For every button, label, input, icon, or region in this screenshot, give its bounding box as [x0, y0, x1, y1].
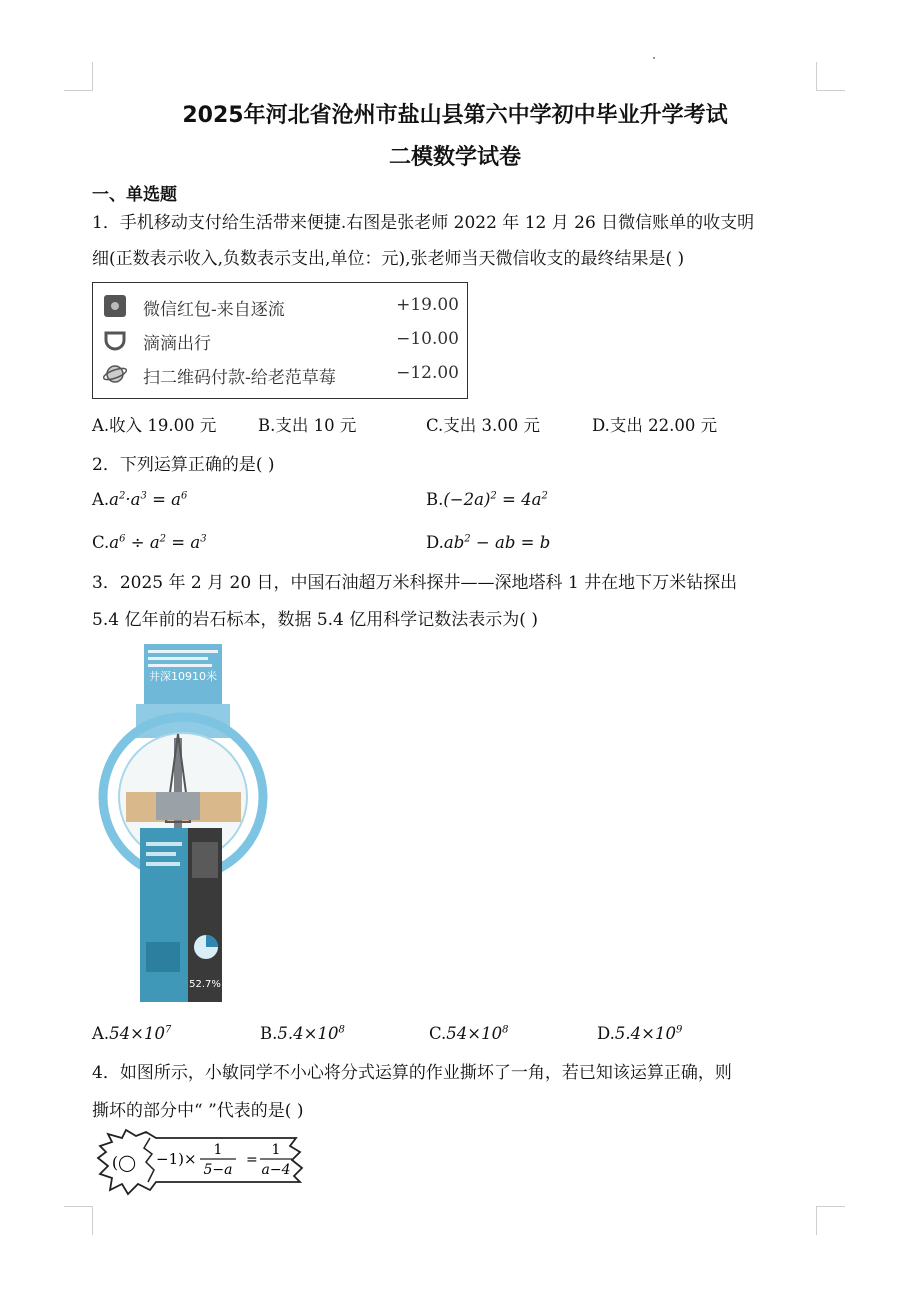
q2-option-c-label: C.: [92, 533, 110, 552]
page-title: 2025年河北省沧州市盐山县第六中学初中毕业升学考试: [182, 103, 728, 128]
planet-icon: [103, 362, 127, 386]
crop-mark-bottom-left: [64, 1206, 93, 1235]
page-dot: [653, 57, 655, 59]
q3-option-d-label: D.: [597, 1024, 615, 1043]
q3-stem-line1: 3．2025 年 2 月 20 日，中国石油超万米科探井——深地塔科 1 井在地下万米钻探出: [92, 573, 738, 593]
q4-stem-line1: 4．如图所示，小敏同学不小心将分式运算的作业撕坏了一角，若已知该运算正确，则: [92, 1063, 732, 1083]
q4-stem-line2: 撕坏的部分中“ ”代表的是( ): [92, 1101, 304, 1121]
q1-stem-line2: 细(正数表示收入,负数表示支出,单位：元),张老师当天微信收支的最终结果是( ): [92, 249, 685, 269]
q3-option-a[interactable]: [92, 1024, 171, 1043]
q3-option-c[interactable]: [429, 1024, 509, 1043]
q1-option-c[interactable]: C.支出 3.00 元: [426, 416, 541, 435]
q2-option-b-formula: $(-2a)^2 = 4a^2$: [443, 490, 548, 509]
bill-item-name: 微信红包-来自逐流: [143, 300, 285, 320]
well-depth-label: 井深10910米: [149, 670, 217, 683]
bill-row: [101, 325, 459, 355]
q3-stem-line2: 5.4 亿年前的岩石标本，数据 5.4 亿用科学记数法表示为( ): [92, 610, 538, 630]
q1-option-d[interactable]: D.支出 22.00 元: [592, 416, 718, 435]
q3-option-d-value: $5.4\times 10^9$: [614, 1024, 683, 1043]
svg-text:a−4: a−4: [261, 1162, 291, 1178]
q3-option-b-label: B.: [260, 1024, 278, 1043]
crop-mark-top-left: [64, 62, 93, 91]
bill-row: [101, 291, 459, 321]
svg-text:1: 1: [271, 1142, 281, 1158]
drilling-well-infographic: [96, 642, 271, 1004]
q2-option-b-label: B.: [426, 490, 444, 509]
q2-option-a-label: A.: [92, 490, 110, 509]
q3-option-a-value: $54\times 10^7$: [109, 1024, 172, 1043]
q2-option-d-label: D.: [426, 533, 444, 552]
bill-item-amount: −12.00: [396, 363, 459, 383]
page-subtitle: 二模数学试卷: [388, 145, 521, 170]
q2-option-a[interactable]: [92, 490, 187, 509]
q3-option-d[interactable]: [597, 1024, 682, 1043]
q1-option-a[interactable]: A.收入 19.00 元: [92, 416, 217, 435]
svg-text:=: =: [246, 1152, 258, 1168]
wechat-bill-figure: [92, 282, 468, 399]
q1-stem-line1: 1．手机移动支付给生活带来便捷.右图是张老师 2022 年 12 月 26 日微信账单的收支明: [92, 213, 755, 233]
bill-item-amount: +19.00: [396, 295, 459, 315]
q2-option-b[interactable]: [426, 490, 548, 509]
q1-option-b[interactable]: B.支出 10 元: [258, 416, 357, 435]
bill-item-name: 扫二维码付款-给老范草莓: [143, 368, 336, 388]
q2-option-a-formula: $a^2\cdot a^3 = a^6$: [109, 490, 188, 509]
wallet-icon: [103, 294, 127, 318]
q3-option-a-label: A.: [92, 1024, 110, 1043]
didi-icon: [103, 328, 127, 352]
crop-mark-bottom-right: [816, 1206, 845, 1235]
bill-item-name: 滴滴出行: [143, 334, 211, 354]
crop-mark-top-right: [816, 62, 845, 91]
q2-option-c[interactable]: [92, 533, 207, 552]
svg-text:1: 1: [213, 1142, 223, 1158]
q2-option-c-formula: $a^6 \div a^2 = a^3$: [109, 533, 207, 552]
q2-stem: 2．下列运算正确的是( ): [92, 455, 275, 475]
torn-homework-figure: [96, 1128, 306, 1198]
svg-text:−1)×: −1)×: [156, 1150, 197, 1168]
q2-option-d[interactable]: [426, 533, 550, 552]
q3-option-b-value: $5.4\times 10^8$: [277, 1024, 345, 1043]
q3-option-c-value: $54\times 10^8$: [446, 1024, 509, 1043]
q3-option-b[interactable]: [260, 1024, 345, 1043]
percentage-label: 52.7%: [189, 979, 221, 990]
q2-option-d-formula: $ab^2$ − ab = b: [443, 533, 551, 552]
q3-option-c-label: C.: [429, 1024, 447, 1043]
bill-row: [101, 359, 459, 389]
svg-text:(◯: (◯: [111, 1153, 137, 1172]
bill-item-amount: −10.00: [396, 329, 459, 349]
section-heading: 一、单选题: [92, 185, 177, 205]
svg-text:5−a: 5−a: [203, 1162, 233, 1178]
